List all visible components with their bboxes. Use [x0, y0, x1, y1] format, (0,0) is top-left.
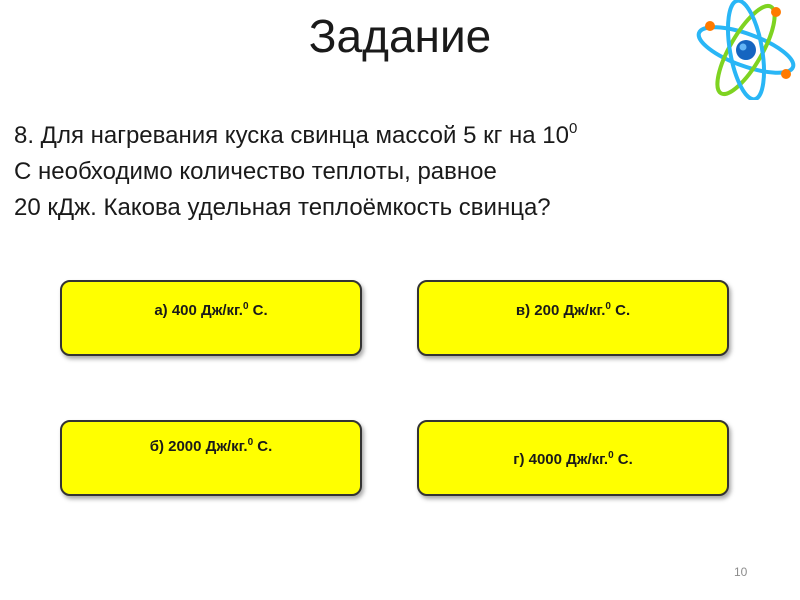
question-line-1: 8. Для нагревания куска свинца массой 5 кг на $10^0$ — [14, 120, 578, 149]
question-line-2: С необходимо количество теплоты, равное — [14, 158, 497, 185]
atom-electron-1 — [705, 21, 715, 31]
atom-electron-2 — [771, 7, 781, 17]
answer-option-a[interactable] — [60, 280, 362, 356]
question-text — [14, 118, 774, 226]
slide-title: Задание — [308, 10, 492, 62]
answer-label: г) 4000 Дж/кг.$^0$ С. — [513, 450, 633, 468]
answer-option-v[interactable] — [417, 280, 729, 356]
answer-label: б) 2000 Дж/кг.$^0$ С. — [149, 437, 273, 455]
answer-label: в) 200 Дж/кг.$^0$ С. — [515, 301, 631, 319]
question-line-3: 20 кДж. Какова удельная теплоёмкость свинца? — [14, 194, 551, 221]
page-number: 10 — [734, 565, 748, 579]
answer-label: а) 400 Дж/кг.$^0$ С. — [154, 301, 268, 319]
atom-icon — [690, 0, 800, 100]
atom-electron-3 — [781, 69, 791, 79]
answer-option-b[interactable] — [60, 420, 362, 496]
atom-nucleus — [736, 40, 756, 60]
answer-option-g[interactable] — [417, 420, 729, 496]
